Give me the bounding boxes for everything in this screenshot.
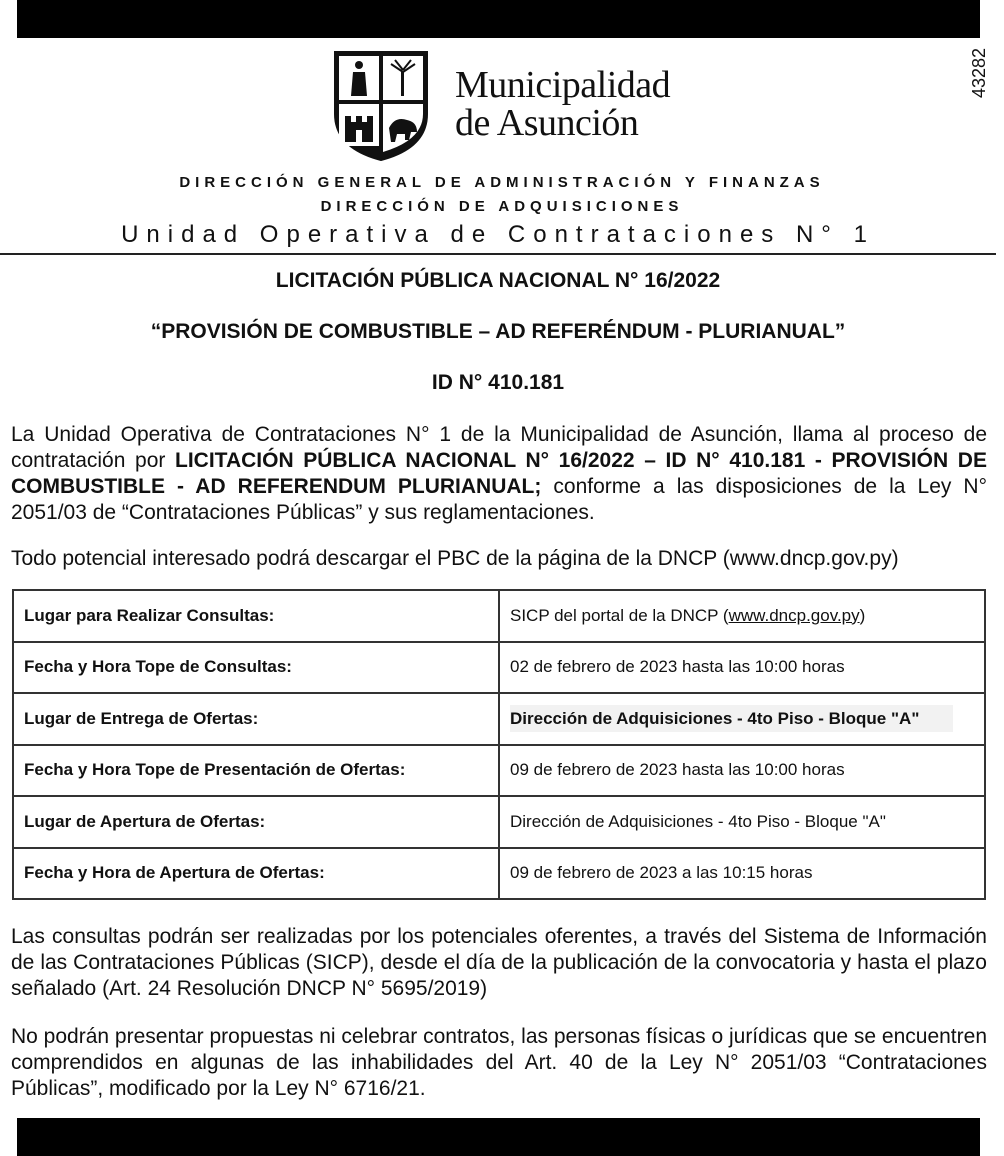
municipal-coat-of-arms-icon: [333, 48, 429, 162]
row-label: Fecha y Hora Tope de Presentación de Ofertas:: [13, 745, 499, 797]
table-row: [13, 745, 985, 797]
reference-number: 43282: [969, 47, 989, 98]
operating-unit: Unidad Operativa de Contrataciones N° 1: [121, 221, 875, 248]
brand-line-1: Municipalidad: [455, 64, 671, 106]
header-divider: [0, 253, 996, 255]
row-value: [499, 693, 985, 745]
department-general: DIRECCIÓN GENERAL DE ADMINISTRACIÓN Y FINANZAS: [179, 174, 825, 191]
department-acquisitions: DIRECCIÓN DE ADQUISICIONES: [320, 198, 684, 215]
bottom-black-bar: [17, 1118, 980, 1156]
row-value: 02 de febrero de 2023 hasta las 10:00 horas: [499, 642, 985, 694]
table-row: [13, 642, 985, 694]
tender-id: ID N° 410.181: [431, 371, 565, 394]
download-note: Todo potencial interesado podrá descargar el PBC de la página de la DNCP (www.dncp.gov.py): [11, 547, 899, 570]
intro-text-b: conforme a las disposiciones de la Ley N° 2051/03 de “Contrataciones Públicas” y sus reglamentaciones.: [11, 475, 987, 524]
brand-name: [455, 66, 670, 142]
top-black-bar: [17, 0, 980, 38]
value-prefix: SICP del portal de la DNCP (: [510, 605, 729, 625]
row-label: Lugar de Entrega de Ofertas:: [13, 693, 499, 745]
row-value: [499, 590, 985, 642]
brand-line-2: de Asunción: [455, 102, 639, 144]
row-value: 09 de febrero de 2023 a las 10:15 horas: [499, 848, 985, 900]
row-label: Lugar para Realizar Consultas:: [13, 590, 499, 642]
row-value: 09 de febrero de 2023 hasta las 10:00 horas: [499, 745, 985, 797]
intro-text-a: La Unidad Operativa de Contrataciones N° 1 de la Municipalidad de Asunción, llama al proceso de contratación por: [11, 423, 987, 472]
tender-info-table: [12, 589, 986, 900]
table-row: [13, 796, 985, 848]
tender-subject: “PROVISIÓN DE COMBUSTIBLE – AD REFERÉNDUM - PLURIANUAL”: [150, 320, 846, 343]
row-label: Fecha y Hora Tope de Consultas:: [13, 642, 499, 694]
intro-paragraph: [11, 422, 987, 526]
prohibicion-paragraph: No podrán presentar propuestas ni celebrar contratos, las personas físicas o jurídicas que se encuentren comprendidos en algunas de las inhabilidades del Art. 40 de la Ley N° 2051/03 “Contrataciones Públicas”, modificado por la Ley N° 6716/21.: [11, 1025, 987, 1100]
tender-title: LICITACIÓN PÚBLICA NACIONAL N° 16/2022: [275, 269, 721, 292]
dncp-link[interactable]: www.dncp.gov.py: [728, 605, 860, 625]
table-row: [13, 590, 985, 642]
row-value: Dirección de Adquisiciones - 4to Piso - Bloque "A": [499, 796, 985, 848]
row-label: Lugar de Apertura de Ofertas:: [13, 796, 499, 848]
table-row: [13, 693, 985, 745]
row-label: Fecha y Hora de Apertura de Ofertas:: [13, 848, 499, 900]
table-row: [13, 848, 985, 900]
value-suffix: ): [859, 605, 866, 625]
highlighted-value: Dirección de Adquisiciones - 4to Piso - Bloque "A": [510, 705, 953, 732]
intro-text-bold: LICITACIÓN PÚBLICA NACIONAL N° 16/2022 – ID N° 410.181 - PROVISIÓN DE COMBUSTIBLE - AD REFERENDUM PLURIANUAL;: [11, 449, 987, 498]
consultas-paragraph: Las consultas podrán ser realizadas por los potenciales oferentes, a través del Sistema de Información de las Contrataciones Públicas (SICP), desde el día de la publicación de la convocatoria y hasta el plazo señalado (Art. 24 Resolución DNCP N° 5695/2019): [11, 925, 987, 1000]
